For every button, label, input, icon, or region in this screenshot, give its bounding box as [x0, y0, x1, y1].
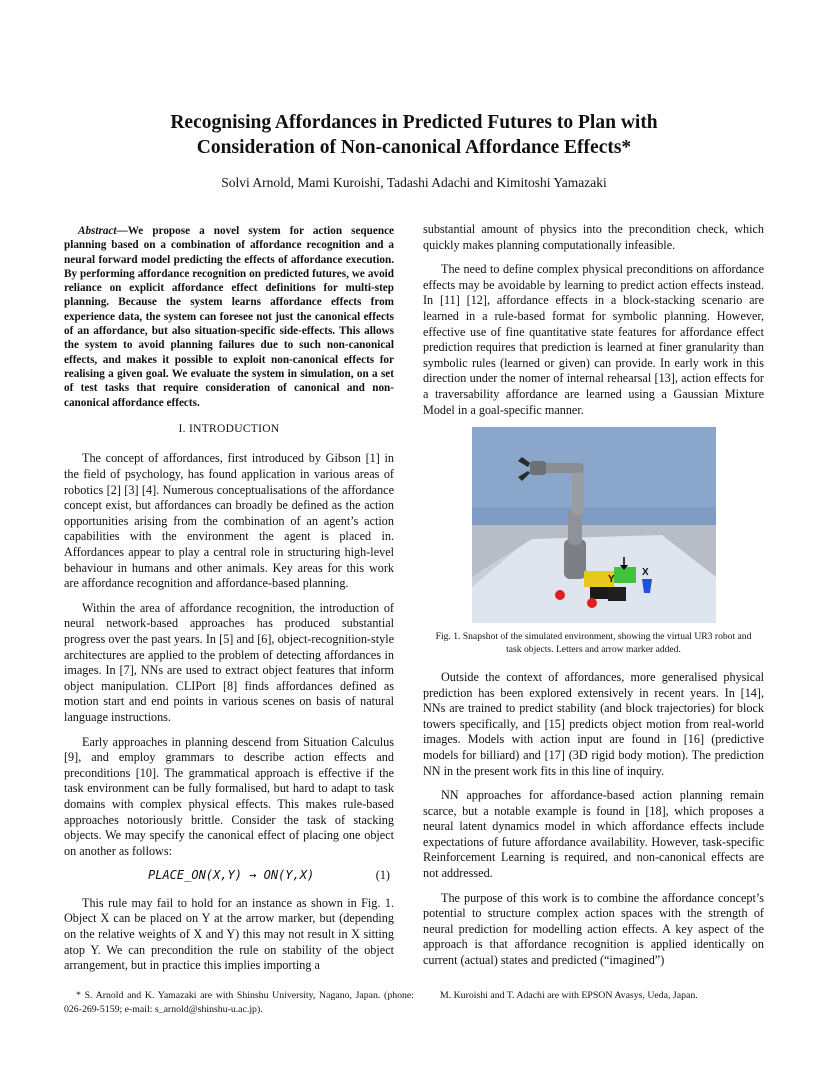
equation-1 [64, 868, 394, 884]
right-column [423, 222, 764, 978]
abstract-text: —We propose a novel system for action sequence planning based on a combination of affordance recognition and a neural forward model predicting the effects of affordance execution. By performing affordance recognition on predicted futures, we avoid reliance on explicit affordance effect definitions for multi-step planning. Because the system learns affordance effects from experience data, the system can foresee not just the canonical effects of an affordance, but also situation-specific side-effects. This allows the system to avoid planning failures due to such non-canonical effects, and makes it possible to exploit non-canonical effects for realising a given goal. We evaluate the system in simulation, on a set of test tasks that require consideration of canonical and non-canonical affordance effects. [64, 225, 394, 409]
red-sphere-left [555, 590, 565, 600]
robot-upper-link [572, 467, 584, 515]
right-paragraph-1: substantial amount of physics into the precondition check, which quickly makes planning computationally infeasible. [423, 222, 764, 252]
robot-forearm [542, 463, 584, 473]
label-x: X [641, 567, 649, 579]
title-line-2: Consideration of Non-canonical Affordance Effects* [196, 137, 632, 158]
equation-number: (1) [375, 868, 390, 883]
paper-title [70, 110, 758, 160]
intro-paragraph-2: Within the area of affordance recognition, the introduction of neural network-based approaches has produced substantial progress over the past years. In [5] and [6], object-recognition-style architectures are applied to the problem of detecting affordances in images. In [7], NNs are used to extract object features that inform object manipulation. CLIPort [8] finds affordances defined as motion start and end points in various scenes on basis of natural language instructions. [64, 600, 394, 724]
red-sphere-right [587, 598, 597, 608]
right-paragraph-3: Outside the context of affordances, more generalised physical prediction has been explored extensively in recent years. In [14], NNs are trained to predict stability (and block trajectories) for block towers specifically, and [15] predicts object motion from real-world images. Models with action input are found in [16] (predictive models for billiard) and [17] (3D rigid body motion). The prediction NN in the present work fits in this line of inquiry. [423, 669, 764, 778]
right-paragraph-5: The purpose of this work is to combine the affordance concept’s potential to structure complex action spaces with the strength of neural prediction for modelling action effects. A key aspect of the approach is that affordance recognition is applied identically on current (actual) states and predicted (“imagined”) [423, 890, 764, 968]
figure-1 [423, 427, 764, 656]
footnote-affiliation-1: * S. Arnold and K. Yamazaki are with Shinshu University, Nagano, Japan. (phone: 026-269-5159; e-mail: s_arnold@shinshu-u.ac.jp). [64, 990, 414, 1016]
intro-paragraph-1: The concept of affordances, first introduced by Gibson [1] in the field of psychology, has found application in various areas of robotics [2] [3] [4]. Numerous conceptualisations of the affordance concept exist, but affordances can broadly be defined as the action opportunities arising from the combination of an agent’s action capabilities with the environment the agent is placed in. Affordances appear to play a central role in structuring high-level behaviour in humans and other animals. Key areas for this work are affordance recognition and affordance-based planning. [64, 451, 394, 591]
robot-wrist [530, 461, 546, 475]
green-block [614, 567, 636, 583]
dark-block-right [608, 587, 626, 601]
left-column [64, 224, 394, 983]
equation-expression: PLACE_ON(X,Y) → ON(Y,X) [148, 868, 315, 883]
right-paragraph-2: The need to define complex physical preconditions on affordance effects may be avoidable by learning to predict action effects instead. In [11] [12], affordance effects in a block-stacking scenario are learned in a rule-based format for symbolic planning. However, effective use of fine quantitative state features for affordance effect prediction requires that prediction is learned at finer granularity than symbolic rules (learned or given) can provide. In early work in this direction under the nomer of internal rehearsal [13], action effects for a traversability affordance are learned using a Gaussian Mixture Model in a goal-specific manner. [423, 262, 764, 417]
title-line-1: Recognising Affordances in Predicted Futures to Plan with [170, 112, 658, 133]
figure-caption: Fig. 1. Snapshot of the simulated environment, showing the virtual UR3 robot and task objects. Letters and arrow marker added. [435, 631, 752, 655]
simulation-snapshot-image [472, 427, 716, 623]
section-heading: I. INTRODUCTION [178, 422, 280, 435]
abstract-lead: Abstract [78, 225, 117, 237]
author-list: Solvi Arnold, Mami Kuroishi, Tadashi Adachi and Kimitoshi Yamazaki [221, 175, 607, 190]
right-paragraph-4: NN approaches for affordance-based action planning remain scarce, but a notable example is found in [18], which proposes a neural latent dynamics model in which affordance effects include expectations of future affordance availability. However, task-specific Reinforcement Learning is required, and non-canonical effects are not addressed. [423, 788, 764, 881]
footnote-affiliation-2: M. Kuroishi and T. Adachi are with EPSON Avasys, Ueda, Japan. [440, 990, 698, 1001]
intro-paragraph-3: Early approaches in planning descend from Situation Calculus [9], and employ grammars to describe action effects and preconditions [10]. The grammatical approach is effective if the task environment can be fully formalised, but hard to adapt to task domains with complex physical effects. This makes rule-based approaches notoriously brittle. Consider the task of stacking objects. We may specify the canonical effect of placing one object on another as follows: [64, 734, 394, 858]
abstract [64, 224, 394, 410]
intro-paragraph-4: This rule may fail to hold for an instance as shown in Fig. 1. Object X can be placed on Y at the arrow marker, but (depending on the relative weights of X and Y) this may not result in X sitting atop Y. We can precondition the rule on stability of the object arrangement, but in practice this implies importing a [64, 895, 394, 973]
sky-gradient [472, 427, 716, 507]
label-y: Y [607, 574, 615, 586]
